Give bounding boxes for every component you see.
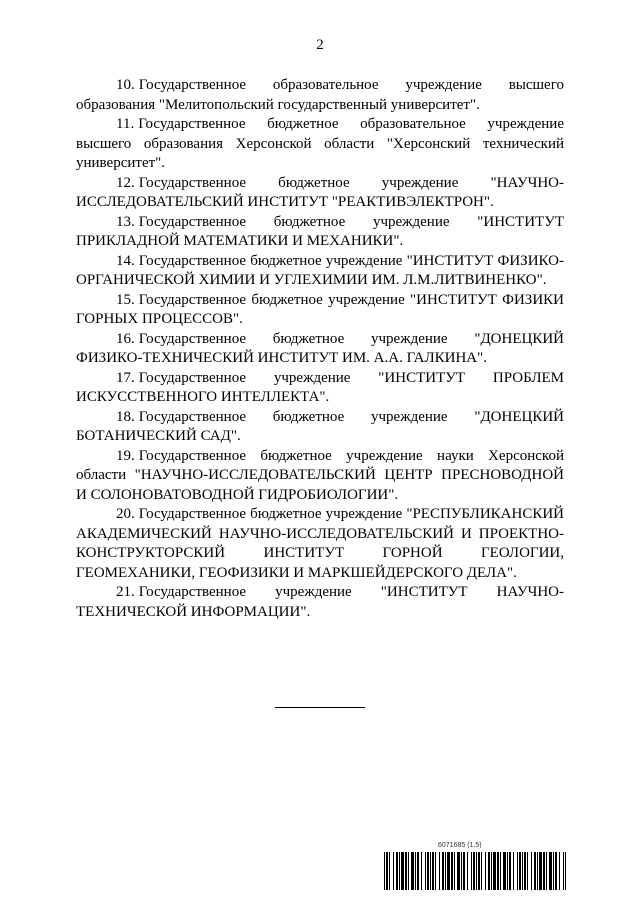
- page-number: 2: [316, 37, 324, 53]
- item-text: Государственное бюджетное образовательное учреждение высшего образования Херсонской области "Херсонский технический университет".: [76, 116, 564, 171]
- list-item: [76, 408, 564, 447]
- list-item: [76, 174, 564, 213]
- barcode-block: [384, 842, 566, 892]
- list-item: [76, 252, 564, 291]
- item-number: 14.: [116, 252, 135, 269]
- institution-list: [76, 76, 564, 622]
- item-text: Государственное бюджетное учреждение "ДОНЕЦКИЙ БОТАНИЧЕСКИЙ САД".: [76, 408, 564, 444]
- list-item: [76, 291, 564, 330]
- item-number: 16.: [116, 330, 135, 347]
- item-text: Государственное бюджетное учреждение "ИНСТИТУТ ПРИКЛАДНОЙ МАТЕМАТИКИ И МЕХАНИКИ".: [76, 213, 564, 249]
- list-item: [76, 447, 564, 506]
- item-number: 13.: [116, 213, 135, 230]
- item-number: 18.: [116, 408, 135, 425]
- item-text: Государственное учреждение "ИНСТИТУТ НАУЧНО-ТЕХНИЧЕСКОЙ ИНФОРМАЦИИ".: [76, 584, 564, 620]
- end-divider: [275, 707, 365, 708]
- barcode-image: [384, 852, 566, 890]
- item-text: Государственное бюджетное учреждение "ИНСТИТУТ ФИЗИКИ ГОРНЫХ ПРОЦЕССОВ".: [76, 291, 564, 327]
- item-text: Государственное учреждение "ИНСТИТУТ ПРОБЛЕМ ИСКУССТВЕННОГО ИНТЕЛЛЕКТА".: [76, 369, 564, 405]
- item-text: Государственное бюджетное учреждение "НАУЧНО-ИССЛЕДОВАТЕЛЬСКИЙ ИНСТИТУТ "РЕАКТИВЭЛЕКТРОН".: [76, 174, 564, 210]
- item-number: 10.: [116, 77, 135, 93]
- list-item: [76, 583, 564, 622]
- list-item: [76, 505, 564, 583]
- item-number: 21.: [116, 584, 135, 600]
- item-number: 12.: [116, 174, 135, 191]
- barcode-caption: 6071685 (1.5): [438, 842, 482, 849]
- list-item: [76, 330, 564, 369]
- item-number: 19.: [116, 447, 135, 464]
- item-number: 20.: [116, 506, 135, 522]
- list-item: [76, 76, 564, 115]
- list-item: [76, 369, 564, 408]
- item-text: Государственное бюджетное учреждение "ДОНЕЦКИЙ ФИЗИКО-ТЕХНИЧЕСКИЙ ИНСТИТУТ ИМ. А.А. ГАЛКИНА".: [76, 330, 564, 366]
- item-text: Государственное бюджетное учреждение науки Херсонской области "НАУЧНО-ИССЛЕДОВАТЕЛЬСКИЙ ЦЕНТР ПРЕСНОВОДНОЙ И СОЛОНОВАТОВОДНОЙ ГИДРОБИОЛОГИИ".: [76, 447, 564, 503]
- item-number: 11.: [116, 116, 135, 132]
- list-item: [76, 213, 564, 252]
- list-item: [76, 115, 564, 174]
- item-text: Государственное образовательное учреждение высшего образования "Мелитопольский государственный университет".: [76, 77, 564, 113]
- item-text: Государственное бюджетное учреждение "РЕСПУБЛИКАНСКИЙ АКАДЕМИЧЕСКИЙ НАУЧНО-ИССЛЕДОВАТЕЛЬСКИЙ И ПРОЕКТНО-КОНСТРУКТОРСКИЙ ИНСТИТУТ ГОРНОЙ ГЕОЛОГИИ, ГЕОМЕХАНИКИ, ГЕОФИЗИКИ И МАРКШЕЙДЕРСКОГО ДЕЛА".: [76, 506, 564, 581]
- item-number: 15.: [116, 291, 135, 308]
- item-text: Государственное бюджетное учреждение "ИНСТИТУТ ФИЗИКО-ОРГАНИЧЕСКОЙ ХИМИИ И УГЛЕХИМИИ ИМ. Л.М.ЛИТВИНЕНКО".: [76, 252, 564, 288]
- item-number: 17.: [116, 369, 135, 386]
